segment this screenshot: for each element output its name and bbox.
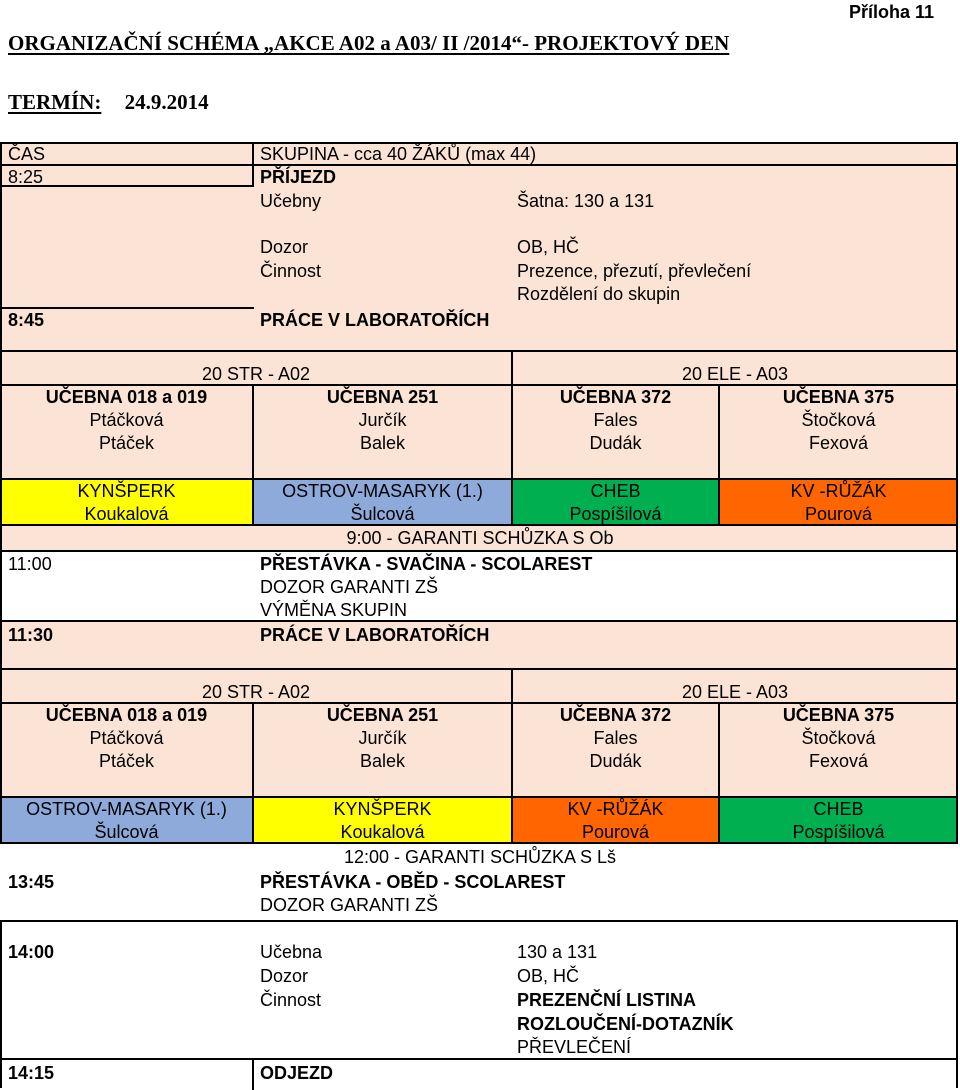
lab1-title: PRÁCE V LABORATOŘÍCH	[260, 310, 490, 330]
final-activity-line: PREZENČNÍ LISTINA	[517, 990, 697, 1010]
final-supervision-value: OB, HČ	[517, 966, 580, 986]
header-group: SKUPINA - cca 40 ŽÁKŮ (max 44)	[260, 144, 537, 164]
school-name: KV -RŮŽÁK	[567, 799, 664, 819]
final-activity-line: PŘEVLEČENÍ	[517, 1037, 632, 1057]
department-ele: 20 ELE - A03	[681, 364, 789, 384]
wardrobe-value: Šatna: 130 a 131	[517, 191, 655, 211]
school-name: KYNŠPERK	[333, 799, 432, 819]
arrival-time: 8:25	[8, 167, 44, 187]
school-name: KYNŠPERK	[77, 481, 176, 501]
final-time: 14:00	[8, 942, 55, 962]
room-251: UČEBNA 251	[326, 387, 439, 407]
rooms-label: Učebny	[260, 191, 322, 211]
school-name: OSTROV-MASARYK (1.)	[26, 799, 227, 819]
final-room-label: Učebna	[260, 942, 323, 962]
meeting-text: 12:00 - GARANTI SCHŮZKA S Lš	[343, 847, 617, 867]
guarantor-name: Pospíšilová	[792, 822, 885, 842]
teacher-cell: Dudák	[589, 751, 642, 771]
school-name: KV -RŮŽÁK	[790, 481, 887, 501]
room-375: UČEBNA 375	[782, 387, 895, 407]
teacher-cell: Ptáček	[98, 751, 155, 771]
teacher-cell: Fexová	[808, 433, 869, 453]
final-activity-line: ROZLOUČENÍ-DOTAZNÍK	[517, 1014, 734, 1034]
header-time: ČAS	[8, 144, 46, 164]
supervision-label: Dozor	[260, 237, 309, 257]
final-activity-label: Činnost	[260, 990, 322, 1010]
lunch-line: DOZOR GARANTI ZŠ	[260, 895, 439, 915]
activity-line: Prezence, přezutí, převlečení	[517, 261, 752, 281]
guarantor-name: Šulcová	[350, 504, 415, 524]
teacher-cell: Fales	[593, 728, 638, 748]
final-supervision-label: Dozor	[260, 966, 309, 986]
room-372: UČEBNA 372	[559, 705, 672, 725]
break1-title: PŘESTÁVKA - SVAČINA - SCOLAREST	[260, 554, 593, 574]
break1-line: DOZOR GARANTI ZŠ	[260, 577, 439, 597]
annex-label: Příloha 11	[848, 2, 934, 22]
meeting-text: 9:00 - GARANTI SCHŮZKA S Ob	[346, 528, 614, 548]
lunch-time: 13:45	[8, 872, 55, 892]
department-ele: 20 ELE - A03	[681, 682, 789, 702]
teacher-cell: Štočková	[801, 728, 876, 748]
date-value: 24.9.2014	[124, 90, 209, 114]
departure-title: ODJEZD	[260, 1063, 334, 1083]
lab1-time: 8:45	[8, 310, 45, 330]
lab2-time: 11:30	[8, 625, 54, 645]
school-name: CHEB	[813, 799, 864, 819]
room-372: UČEBNA 372	[559, 387, 672, 407]
teacher-cell: Jurčík	[358, 410, 407, 430]
teacher-cell: Fales	[593, 410, 638, 430]
room-251: UČEBNA 251	[326, 705, 439, 725]
guarantor-name: Šulcová	[94, 822, 159, 842]
final-room-value: 130 a 131	[517, 942, 598, 962]
guarantor-name: Koukalová	[84, 504, 169, 524]
room-018-019: UČEBNA 018 a 019	[45, 705, 208, 725]
teacher-cell: Balek	[359, 433, 406, 453]
departure-time: 14:15	[8, 1063, 55, 1083]
guarantor-name: Pourová	[581, 822, 650, 842]
department-str: 20 STR - A02	[201, 364, 311, 384]
teacher-cell: Dudák	[589, 433, 642, 453]
date-line	[8, 89, 209, 115]
arrival-title: PŘÍJEZD	[260, 167, 337, 187]
break1-line: VÝMĚNA SKUPIN	[260, 600, 408, 620]
teacher-cell: Balek	[359, 751, 406, 771]
lab2-title: PRÁCE V LABORATOŘÍCH	[260, 625, 490, 645]
guarantor-name: Pourová	[804, 504, 873, 524]
break1-time: 11:00	[8, 554, 52, 574]
teacher-cell: Ptáčková	[89, 410, 164, 430]
guarantor-name: Pospíšilová	[569, 504, 662, 524]
teacher-cell: Štočková	[801, 410, 876, 430]
date-label: TERMÍN:	[8, 90, 102, 114]
teacher-cell: Ptáčková	[89, 728, 164, 748]
school-name: OSTROV-MASARYK (1.)	[282, 481, 483, 501]
activity-label: Činnost	[260, 261, 322, 281]
activity-line: Rozdělení do skupin	[517, 284, 681, 304]
school-name: CHEB	[590, 481, 641, 501]
final-section	[0, 920, 958, 1088]
room-375: UČEBNA 375	[782, 705, 895, 725]
room-018-019: UČEBNA 018 a 019	[45, 387, 208, 407]
guarantor-name: Koukalová	[340, 822, 425, 842]
supervision-value: OB, HČ	[517, 237, 580, 257]
teacher-cell: Fexová	[808, 751, 869, 771]
teacher-cell: Jurčík	[358, 728, 407, 748]
lunch-title: PŘESTÁVKA - OBĚD - SCOLAREST	[260, 872, 566, 892]
teacher-cell: Ptáček	[98, 433, 155, 453]
department-str: 20 STR - A02	[201, 682, 311, 702]
page-title: ORGANIZAČNÍ SCHÉMA „AKCE A02 a A03/ II /2014“- PROJEKTOVÝ DEN	[8, 31, 730, 55]
